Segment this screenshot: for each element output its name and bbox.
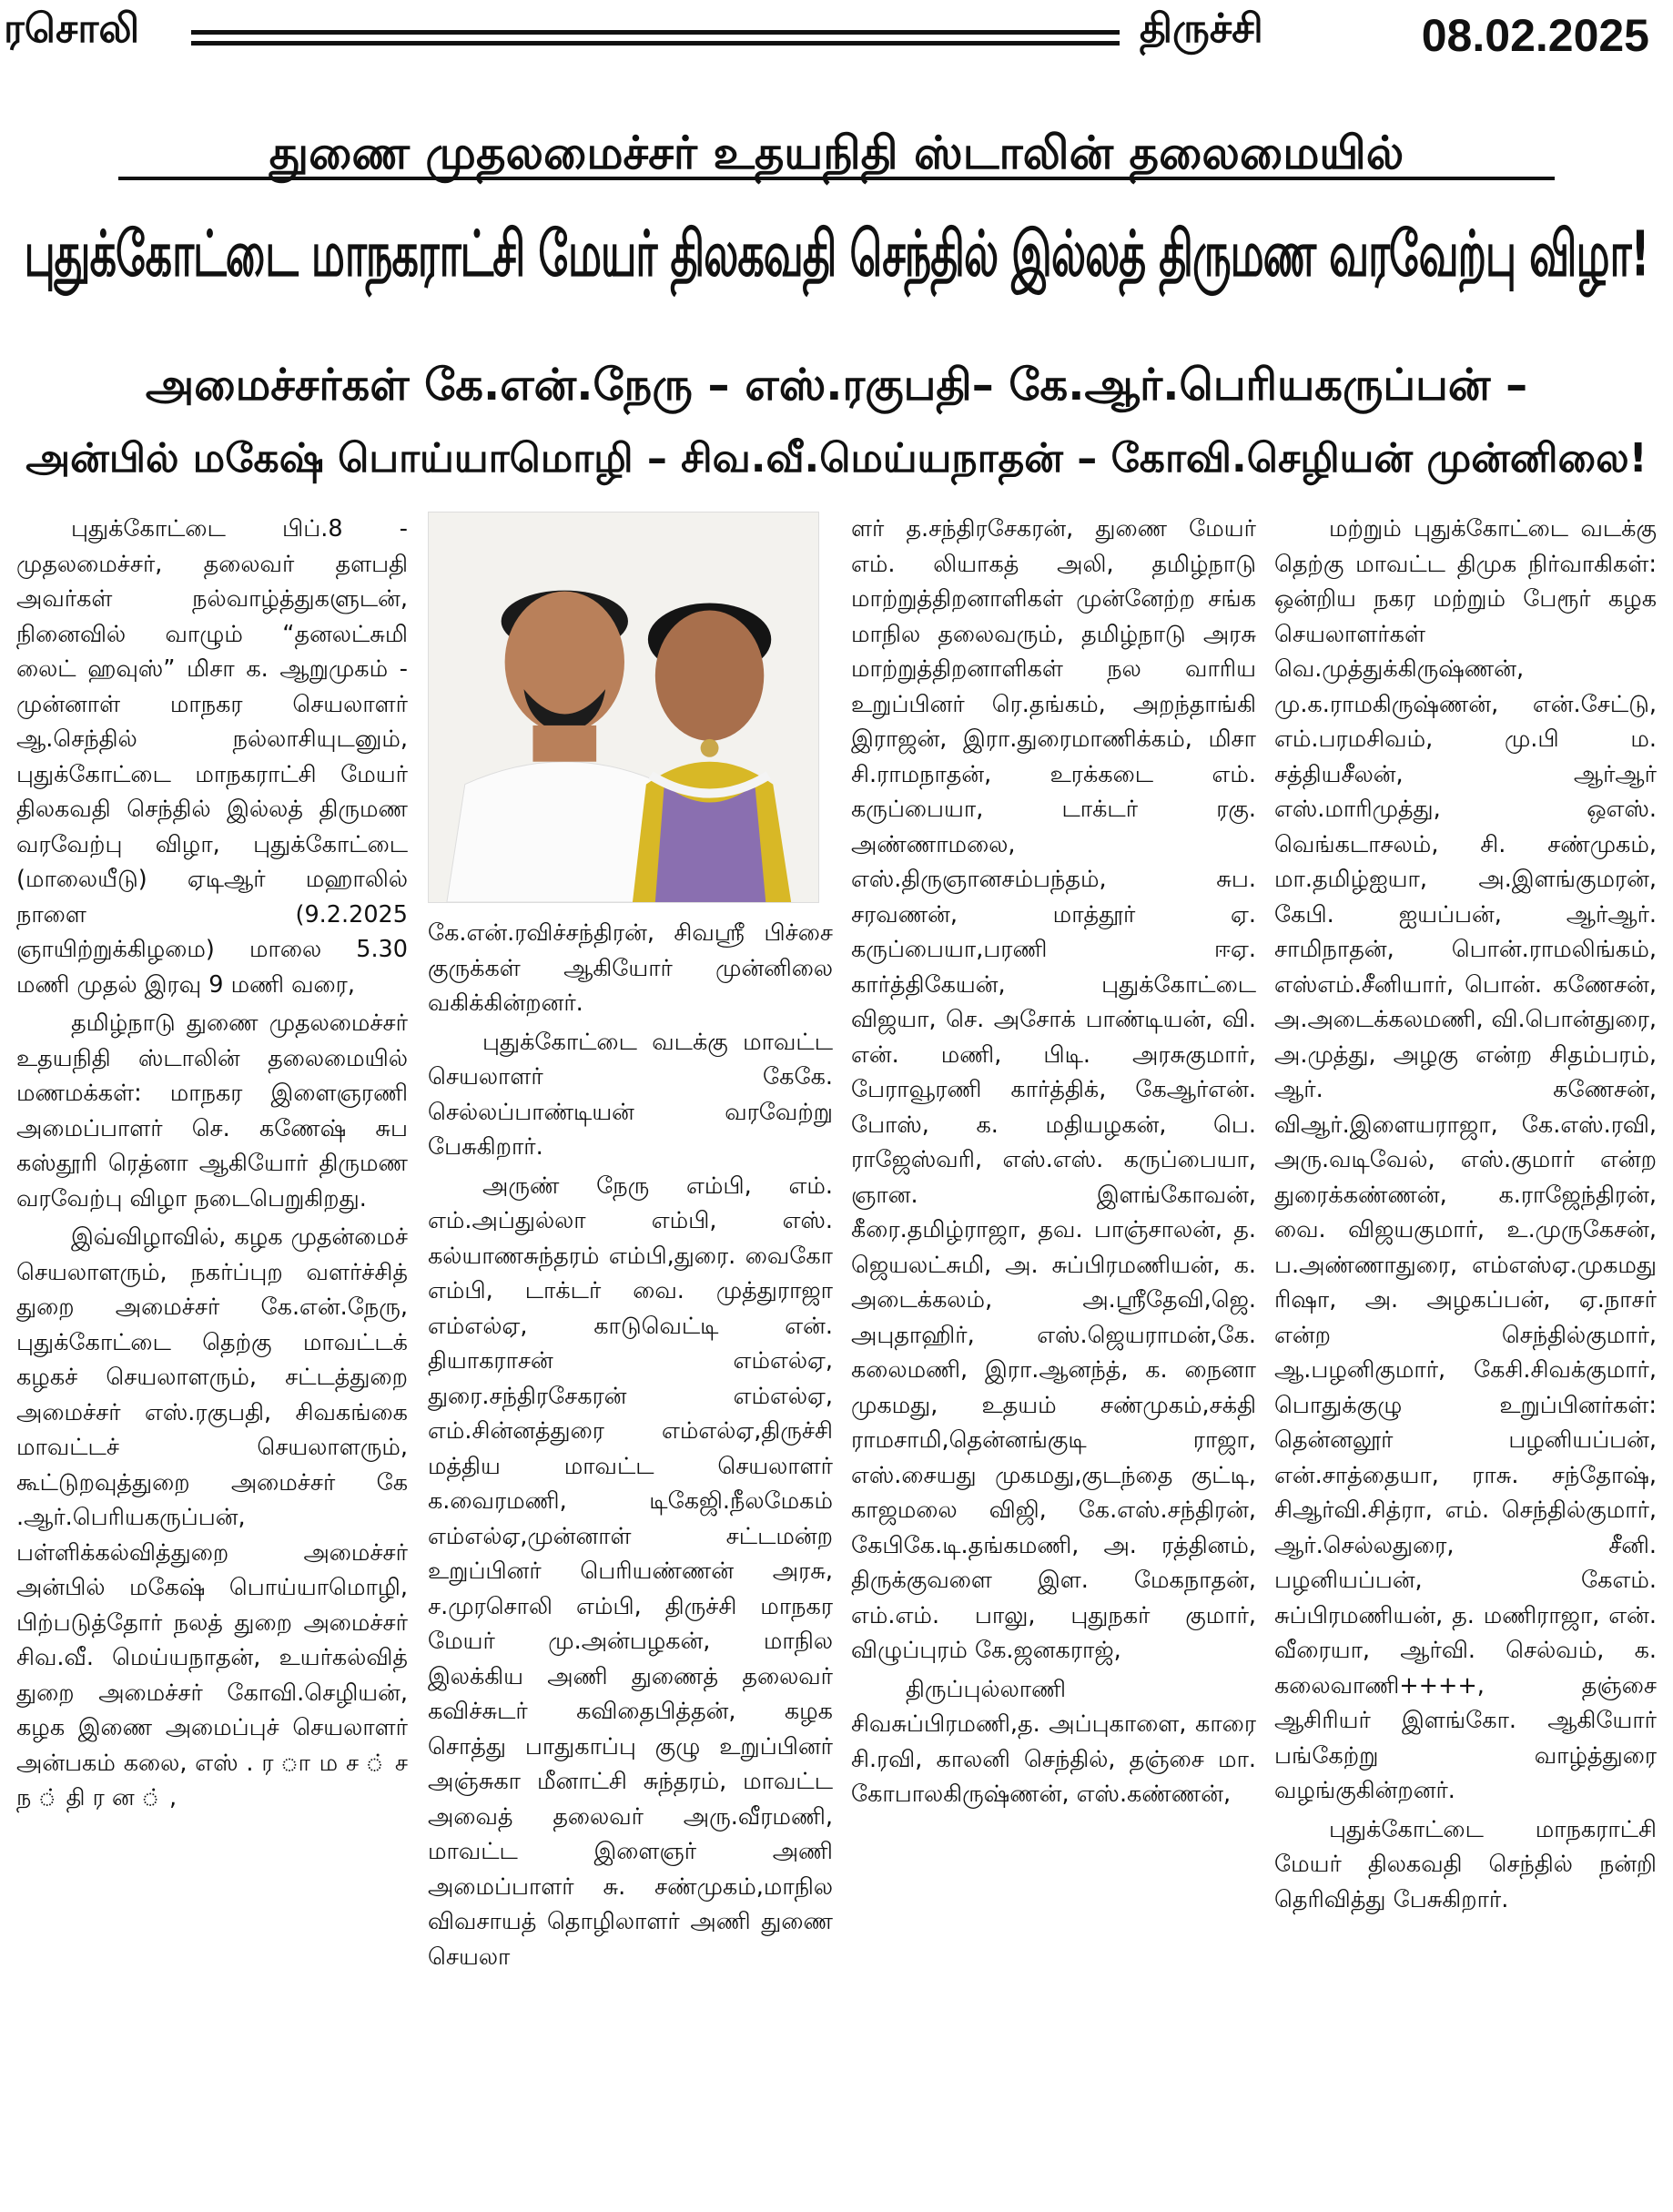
- edition-date: 08.02.2025: [1421, 10, 1649, 61]
- subheading-2: அன்பில் மகேஷ் பொய்யாமொழி – சிவ.வீ.மெய்யநாதன் – கோவி.செழியன் முன்னிலை!: [25, 435, 1648, 482]
- edition-city: திருச்சி: [1140, 5, 1263, 52]
- paragraph: தமிழ்நாடு துணை முதலமைச்சர் உதயநிதி ஸ்டாலின் தலைமையில் மணமக்கள்: மாநகர இளைஞரணி அமைப்பாளர் செ. கணேஷ் சுப கஸ்தூரி ரெத்னா ஆகியோர் திருமண வரவேற்பு விழா நடைபெறுகிறது.: [16, 1010, 408, 1213]
- couple-photo-illustration: [429, 512, 818, 902]
- paragraph: ளர் த.சந்திரசேகரன், துணை மேயர் எம். லியாகத் அலி, தமிழ்நாடு மாற்றுத்திறனாளிகள் முன்னேற்ற சங்க மாநில தலைவரும், தமிழ்நாடு அரசு மாற்றுத்திறனாளிகள் நல வாரிய உறுப்பினர் ரெ.தங்கம், அறந்தாங்கி இராஜன், இரா.துரைமாணிக்கம், மிசா சி.ராமநாதன், உரக்கடை எம். கருப்பையா, டாக்டர் ரகு. அண்ணாமலை, எஸ்.திருஞானசம்பந்தம், சுப. சரவணன், மாத்தூர் ஏ. கருப்பையா,பரணி ஈஏ. கார்த்திகேயன், புதுக்கோட்டை விஜயா, செ. அசோக் பாண்டியன், வி. என். மணி, பிடி. அரசுகுமார், பேராவூரணி கார்த்திக், கேஆர்என். போஸ், க. மதியழகன், பெ. ராஜேஸ்வரி, எஸ்.எஸ். கருப்பையா, ஞான. இளங்கோவன், கீரை.தமிழ்ராஜா, தவ. பாஞ்சாலன், த. ஜெயலட்சுமி, அ. சுப்பிரமணியன், க. அடைக்கலம், அ.ஸ்ரீதேவி,ஜெ. அபுதாஹிர், எஸ்.ஜெயராமன்,கே. கலைமணி, இரா.ஆனந்த், க. நைனா முகமது, உதயம் சண்முகம்,சக்தி ராமசாமி,தென்னங்குடி ராஜா, எஸ்.சையது முகமது,குடந்தை குட்டி, காஜமலை விஜி, கே.எஸ்.சந்திரன், கேபிகே.டி.தங்கமணி, அ. ரத்தினம், திருக்குவளை இள. மேகநாதன், எம்.எம். பாலு, புதுநகர் குமார், விழுப்புரம் கே.ஜனகராஜ்,: [851, 515, 1256, 1664]
- masthead-rule-bottom: [191, 41, 1120, 46]
- article-column-3: [851, 512, 1256, 2196]
- paragraph: புதுக்கோட்டை மாநகராட்சி மேயர் திலகவதி செந்தில் நன்றி தெரிவித்து பேசுகிறார்.: [1274, 1815, 1657, 1913]
- couple-photo: [428, 512, 819, 903]
- newspaper-name: ரசொலி: [4, 5, 140, 52]
- paragraph: மற்றும் புதுக்கோட்டை வடக்கு தெற்கு மாவட்ட திமுக நிர்வாகிகள்: ஒன்றிய நகர மற்றும் பேரூர் கழக செயலாளர்கள் வெ.முத்துக்கிருஷ்ணன், மு.க.ராமகிருஷ்ணன், என்.சேட்டு, எம்.பரமசிவம், மு.பி ம. சத்தியசீலன், ஆர்ஆர் எஸ்.மாரிமுத்து, ஒஎஸ். வெங்கடாசலம், சி. சண்முகம், மா.தமிழ்ஐயா, அ.இளங்குமரன், கேபி. ஐயப்பன், ஆர்ஆர். சாமிநாதன், பொன்.ராமலிங்கம், எஸ்எம்.சீனியார், பொன். கணேசன், அ.அடைக்கலமணி, வி.பொன்துரை, அ.முத்து, அழகு என்ற சிதம்பரம், ஆர். கணேசன், விஆர்.இளையராஜா, கே.எஸ்.ரவி, அரு.வடிவேல், எஸ்.குமார் என்ற துரைக்கண்ணன், க.ராஜேந்திரன், வை. விஜயகுமார், உ.முருகேசன், ப.அண்ணாதுரை, எம்எஸ்ஏ.முகமது ரிஷா, அ. அழகப்பன், ஏ.நாசர் என்ற செந்தில்குமார், ஆ.பழனிகுமார், கேசி.சிவக்குமார், பொதுக்குழு உறுப்பினர்கள்: தென்னலூர் பழனியப்பன், என்.சாத்தையா, ராசு. சந்தோஷ், சிஆர்வி.சித்ரா, எம். செந்தில்குமார், ஆர்.செல்லதுரை, சீனி. பழனியப்பன், கேஎம். சுப்பிரமணியன், த. மணிராஜா, என். வீரையா, ஆர்வி. செல்வம், க. கலைவாணி++++, தஞ்சை ஆசிரியர் இளங்கோ. ஆகியோர் பங்கேற்று வாழ்த்துரை வழங்குகின்றனர்.: [1274, 515, 1657, 1804]
- masthead: [0, 0, 1673, 80]
- article-column-2: [428, 512, 833, 2196]
- article-column-4: [1274, 512, 1657, 2196]
- subheading-1: அமைச்சர்கள் கே.என்.நேரு – எஸ்.ரகுபதி– கே.ஆர்.பெரியகருப்பன் –: [145, 360, 1528, 411]
- masthead-rule-top: [191, 30, 1120, 35]
- paragraph: கே.என்.ரவிச்சந்திரன், சிவஸ்ரீ பிச்சை குருக்கள் ஆகியோர் முன்னிலை வகிக்கின்றனர்.: [428, 919, 833, 1017]
- paragraph: புதுக்கோட்டை பிப்.8 - முதலமைச்சர், தலைவர் தளபதி அவர்கள் நல்வாழ்த்துகளுடன், நினைவில் வாழும் “தனலட்சுமி லைட் ஹவுஸ்” மிசா க. ஆறுமுகம் - முன்னாள் மாநகர செயலாளர் ஆ.செந்தில் நல்லாசியுடனும், புதுக்கோட்டை மாநகராட்சி மேயர் திலகவதி செந்தில் இல்லத் திருமண வரவேற்பு விழா, புதுக்கோட்டை (மாலையீடு) ஏடிஆர் மஹாலில் நாளை (9.2.2025 ஞாயிற்றுக்கிழமை) மாலை 5.30 மணி முதல் இரவு 9 மணி வரை,: [16, 515, 408, 999]
- paragraph: திருப்புல்லாணி சிவசுப்பிரமணி,த. அப்புகாளை, காரை சி.ரவி, காலனி செந்தில், தஞ்சை மா. கோபாலகிருஷ்ணன், எஸ்.கண்ணன்,: [851, 1675, 1256, 1808]
- article-column-1: [16, 512, 408, 2196]
- main-headline: புதுக்கோட்டை மாநகராட்சி மேயர் திலகவதி செந்தில் இல்லத் திருமண வரவேற்பு விழா!: [24, 217, 1649, 290]
- paragraph: அருண் நேரு எம்பி, எம். எம்.அப்துல்லா எம்பி, எஸ். கல்யாணசுந்தரம் எம்பி,துரை. வைகோ எம்பி, டாக்டர் வை. முத்துராஜா எம்எல்ஏ, காடுவெட்டி என். தியாகராசன் எம்எல்ஏ, துரை.சந்திரசேகரன் எம்எல்ஏ, எம்.சின்னத்துரை எம்எல்ஏ,திருச்சி மத்திய மாவட்ட செயலாளர் க.வைரமணி, டிகேஜி.நீலமேகம் எம்எல்ஏ,முன்னாள் சட்டமன்ற உறுப்பினர் பெரியண்ணன் அரசு, ச.முரசொலி எம்பி, திருச்சி மாநகர மேயர் மு.அன்பழகன், மாநில இலக்கிய அணி துணைத் தலைவர் கவிச்சுடர் கவிதைபித்தன், கழக சொத்து பாதுகாப்பு குழு உறுப்பினர் அஞ்சுகா மீனாட்சி சுந்தரம், மாவட்ட அவைத் தலைவர் அரு.வீரமணி, மாவட்ட இளைஞர் அணி அமைப்பாளர் சு. சண்முகம்,மாநில விவசாயத் தொழிலாளர் அணி துணை செயலா: [428, 1172, 833, 1971]
- kicker-heading: துணை முதலமைச்சர் உதயநிதி ஸ்டாலின் தலைமையில்: [118, 126, 1555, 180]
- paragraph: புதுக்கோட்டை வடக்கு மாவட்ட செயலாளர் கேகே. செல்லப்பாண்டியன் வரவேற்று பேசுகிறார்.: [428, 1028, 833, 1161]
- paragraph: இவ்விழாவில், கழக முதன்மைச் செயலாளரும், நகர்ப்புற வளர்ச்சித் துறை அமைச்சர் கே.என்.நேரு, புதுக்கோட்டை தெற்கு மாவட்டக் கழகச் செயலாளரும், சட்டத்துறை அமைச்சர் எஸ்.ரகுபதி, சிவகங்கை மாவட்டச் செயலாளரும், கூட்டுறவுத்துறை அமைச்சர் கே .ஆர்.பெரியகருப்பன், பள்ளிக்கல்வித்துறை அமைச்சர் அன்பில் மகேஷ் பொய்யாமொழி, பிற்படுத்தோர் நலத் துறை அமைச்சர் சிவ.வீ. மெய்யநாதன், உயர்கல்வித் துறை அமைச்சர் கோவி.செழியன், கழக இணை அமைப்புச் செயலாளர் அன்பகம் கலை, எஸ் . ர ா ம ச ் ச ந ் தி ர ன ் ,: [16, 1223, 408, 1811]
